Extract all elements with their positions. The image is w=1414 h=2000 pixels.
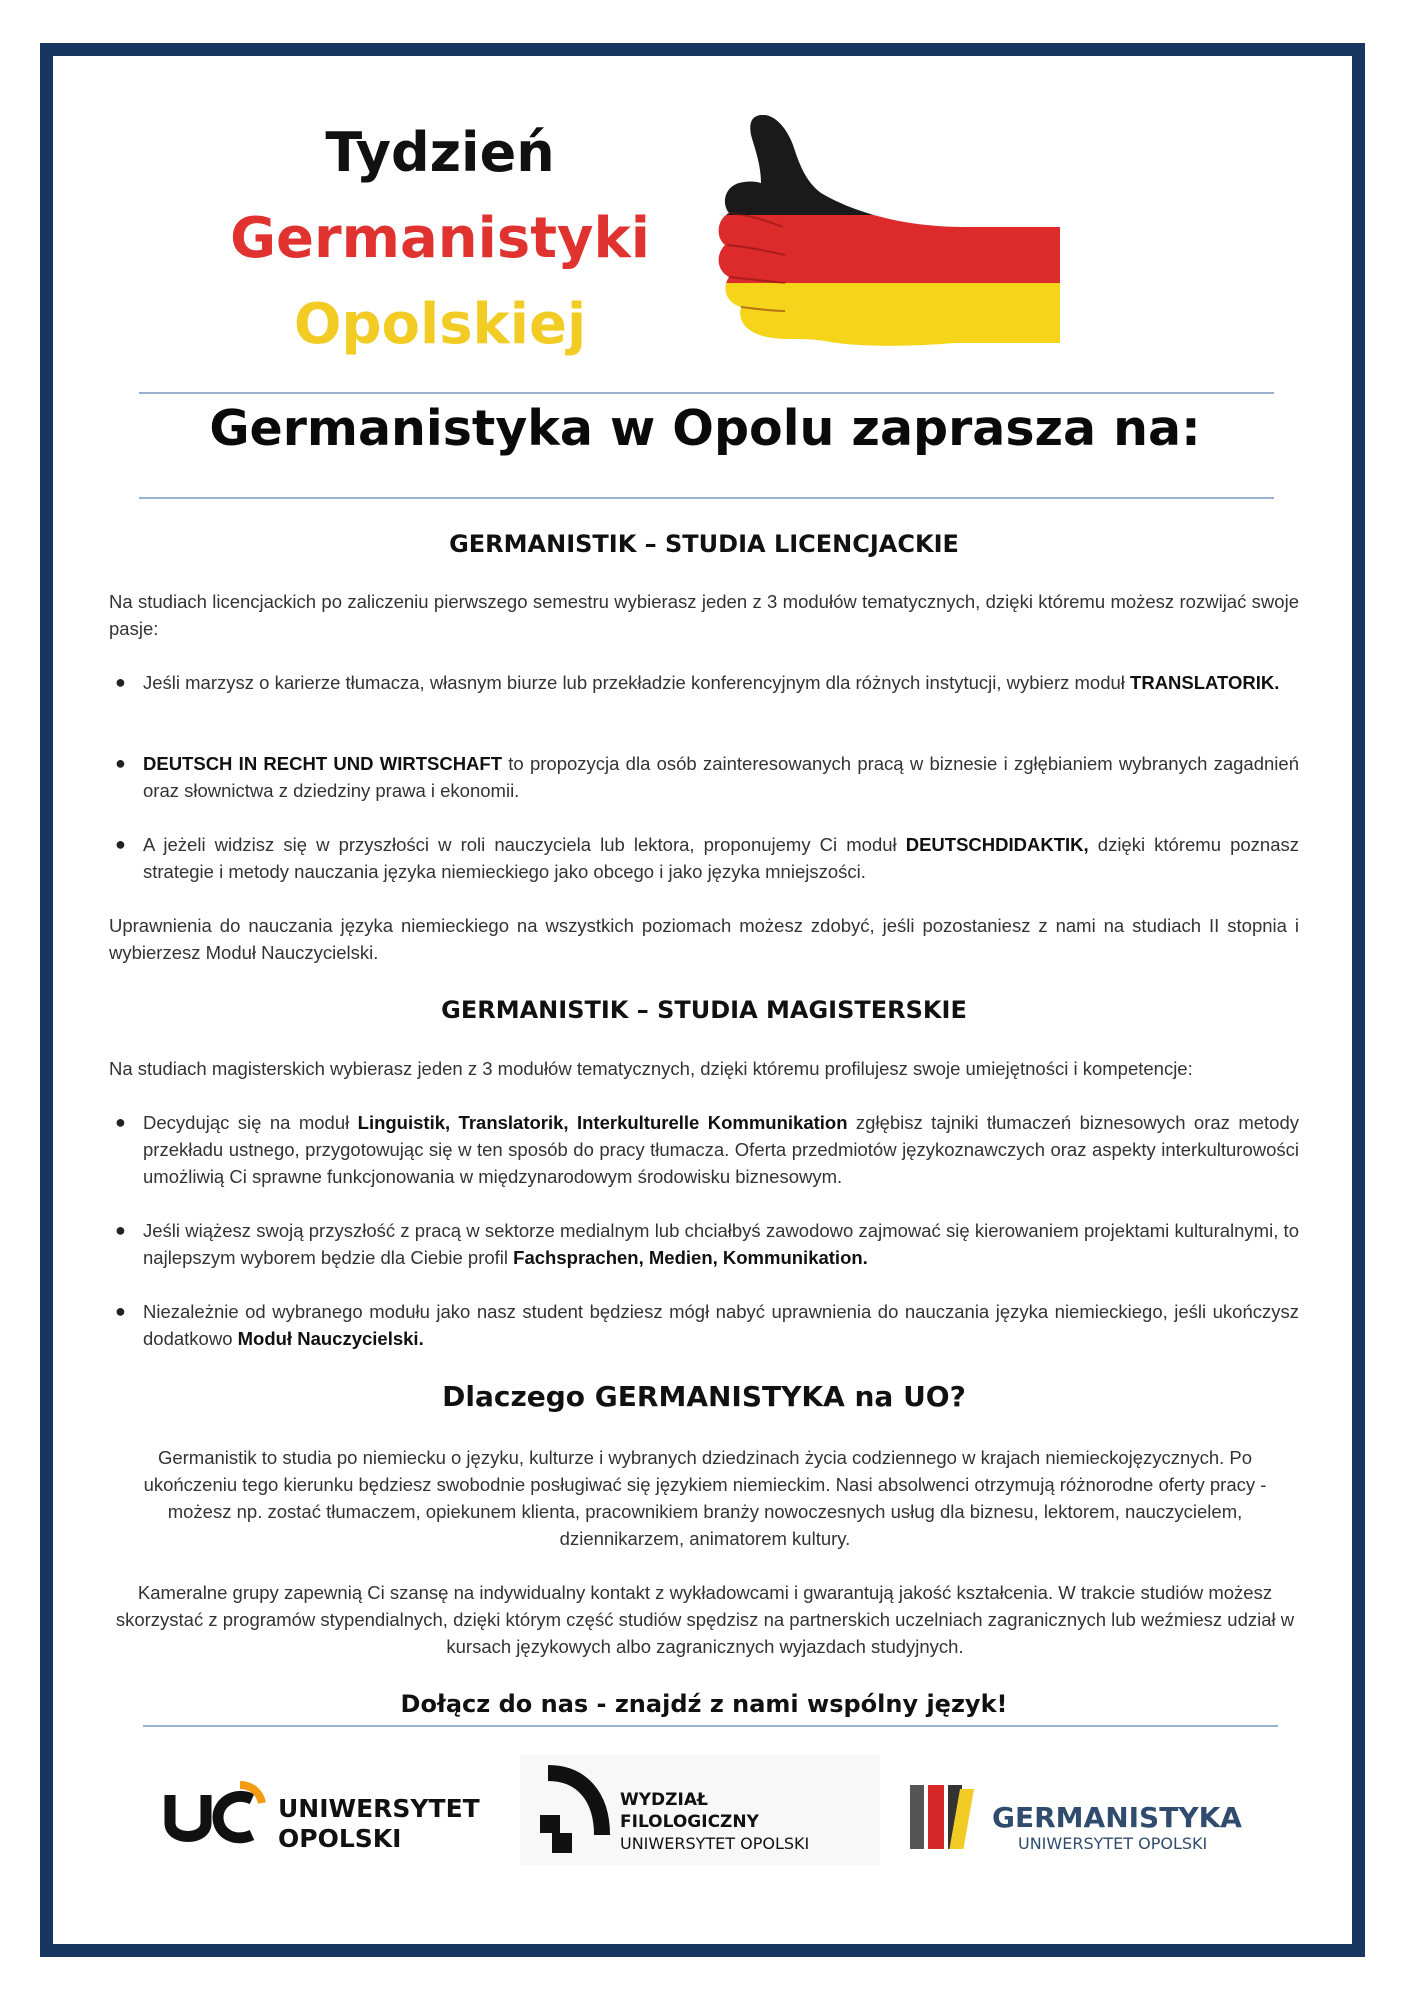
list-item: ● DEUTSCH IN RECHT UND WIRTSCHAFT to propozycja dla osób zainteresowanych pracą w biznesie i zgłębianiem wybranych zagadnień oraz słownictwa z dziedziny prawa i ekonomii. xyxy=(109,750,1299,804)
module-translatorik: TRANSLATORIK. xyxy=(1130,672,1280,693)
logo-bar xyxy=(160,1755,1260,1865)
section-heading-master: GERMANISTIK – STUDIA MAGISTERSKIE xyxy=(441,996,967,1024)
germanistyka-emblem-icon xyxy=(900,1755,1260,1865)
svg-text:UNIWERSYTET OPOLSKI: UNIWERSYTET OPOLSKI xyxy=(1018,1834,1208,1853)
list-item: ● Niezależnie od wybranego modułu jako nasz student będziesz mógł nabyć uprawnienia do nauczania języka niemieckiego, jeśli ukończysz dodatkowo Moduł Nauczycielski. xyxy=(109,1298,1299,1352)
module-nauczycielski: Moduł Nauczycielski. xyxy=(237,1328,424,1349)
section-heading-why: Dlaczego GERMANISTYKA na UO? xyxy=(442,1380,966,1413)
divider-footer xyxy=(143,1725,1278,1727)
list-item: ● Decydując się na moduł Linguistik, Translatorik, Interkulturelle Kommunikation zgłębisz tajniki tłumaczeń biznesowych oraz metody przekładu ustnego, przygotowując się w ten sposób do pracy tłumacza. Oferta przedmiotów językoznawczych oraz aspekty interkulturowości umożliwią Ci sprawne funkcjonowania w międzynarodowym środowisku biznesowym. xyxy=(109,1109,1299,1190)
footer-slogan: Dołącz do nas - znajdź z nami wspólny język! xyxy=(400,1690,1008,1718)
bullet-icon: ● xyxy=(115,672,126,692)
bullet-icon: ● xyxy=(115,753,126,773)
title-line-3: Opolskiej xyxy=(293,292,587,357)
why-paragraph-2: Kameralne grupy zapewnią Ci szansę na indywidualny kontakt z wykładowcami i gwarantują jakość kształcenia. W trakcie studiów możesz skorzystać z programów stypendialnych, dzięki którym część studiów spędzisz na partnerskich uczelniach zagranicznych lub weźmiesz udział w kursach językowych albo zagranicznych wyjazdach studyjnych. xyxy=(115,1582,1295,1657)
svg-text:UNIWERSYTET: UNIWERSYTET xyxy=(278,1794,480,1823)
germanistyka-logo xyxy=(900,1755,1260,1865)
bullet-icon: ● xyxy=(115,1112,126,1132)
title-line-2: Germanistyki xyxy=(230,206,650,271)
svg-text:GERMANISTYKA: GERMANISTYKA xyxy=(992,1801,1242,1834)
module-deutschdidaktik: DEUTSCHDIDAKTIK, xyxy=(905,834,1089,855)
divider-bottom xyxy=(139,497,1274,499)
bullet-icon: ● xyxy=(115,1301,126,1321)
wydzial-emblem-icon xyxy=(520,1755,880,1865)
wydzial-logo xyxy=(520,1755,880,1865)
module-recht-wirtschaft: DEUTSCH IN RECHT UND WIRTSCHAFT xyxy=(143,753,503,774)
module-fachsprachen: Fachsprachen, Medien, Kommunikation. xyxy=(513,1247,868,1268)
svg-text:OPOLSKI: OPOLSKI xyxy=(278,1824,402,1853)
uo-logo xyxy=(160,1755,480,1865)
section-heading-bachelor: GERMANISTIK – STUDIA LICENCJACKIE xyxy=(449,530,959,558)
bullet-icon: ● xyxy=(115,834,126,854)
bachelor-outro: Uprawnienia do nauczania języka niemieckiego na wszystkich poziomach możesz zdobyć, jeśli pozostaniesz z nami na studiach II stopnia i wybierzesz Moduł Nauczycielski. xyxy=(109,915,1299,963)
title-line-1: Tydzień xyxy=(325,121,555,184)
bullet-icon: ● xyxy=(115,1220,126,1240)
list-item: ● Jeśli wiążesz swoją przyszłość z pracą w sektorze medialnym lub chciałbyś zawodowo zajmować się kierowaniem projektami kulturalnymi, to najlepszym wyborem będzie dla Ciebie profil Fachsprachen, Medien, Kommunikation. xyxy=(109,1217,1299,1271)
svg-text:UNIWERSYTET OPOLSKI: UNIWERSYTET OPOLSKI xyxy=(620,1834,810,1853)
divider-top xyxy=(139,392,1274,394)
why-paragraph-1: Germanistik to studia po niemiecku o języku, kulturze i wybranych dziedzinach życia codziennego w krajach niemieckojęzycznych. Po ukończeniu tego kierunku będziesz swobodnie posługiwać się językiem niemieckim. Nasi absolwenci otrzymują różnorodne oferty pracy - możesz np. zostać tłumaczem, opiekunem klienta, pracownikiem branży nowoczesnych usług dla biznesu, lektorem, nauczycielem, dziennikarzem, animatorem kultury. xyxy=(143,1447,1267,1549)
list-item: ● A jeżeli widzisz się w przyszłości w roli nauczyciela lub lektora, proponujemy Ci moduł DEUTSCHDIDAKTIK, dzięki któremu poznasz strategie i metody nauczania języka niemieckiego jako obcego i jako języka mniejszości. xyxy=(109,831,1299,885)
list-item: ● Jeśli marzysz o karierze tłumacza, własnym biurze lub przekładzie konferencyjnym dla różnych instytucji, wybierz moduł TRANSLATORIK. xyxy=(109,669,1299,696)
main-headline: Germanistyka w Opolu zaprasza na: xyxy=(209,400,1201,457)
svg-text:FILOLOGICZNY: FILOLOGICZNY xyxy=(620,1812,759,1832)
thumbs-up-flag-icon xyxy=(705,115,1065,355)
svg-text:WYDZIAŁ: WYDZIAŁ xyxy=(620,1790,708,1810)
bachelor-intro: Na studiach licencjackich po zaliczeniu pierwszego semestru wybierasz jeden z 3 modułów tematycznych, dzięki któremu możesz rozwijać swoje pasje: xyxy=(109,591,1299,639)
uo-emblem-icon xyxy=(160,1755,480,1865)
master-intro: Na studiach magisterskich wybierasz jeden z 3 modułów tematycznych, dzięki któremu profilujesz swoje umiejętności i kompetencje: xyxy=(109,1058,1193,1079)
module-linguistik: Linguistik, Translatorik, Interkulturelle Kommunikation xyxy=(357,1112,848,1133)
event-title xyxy=(220,110,660,368)
